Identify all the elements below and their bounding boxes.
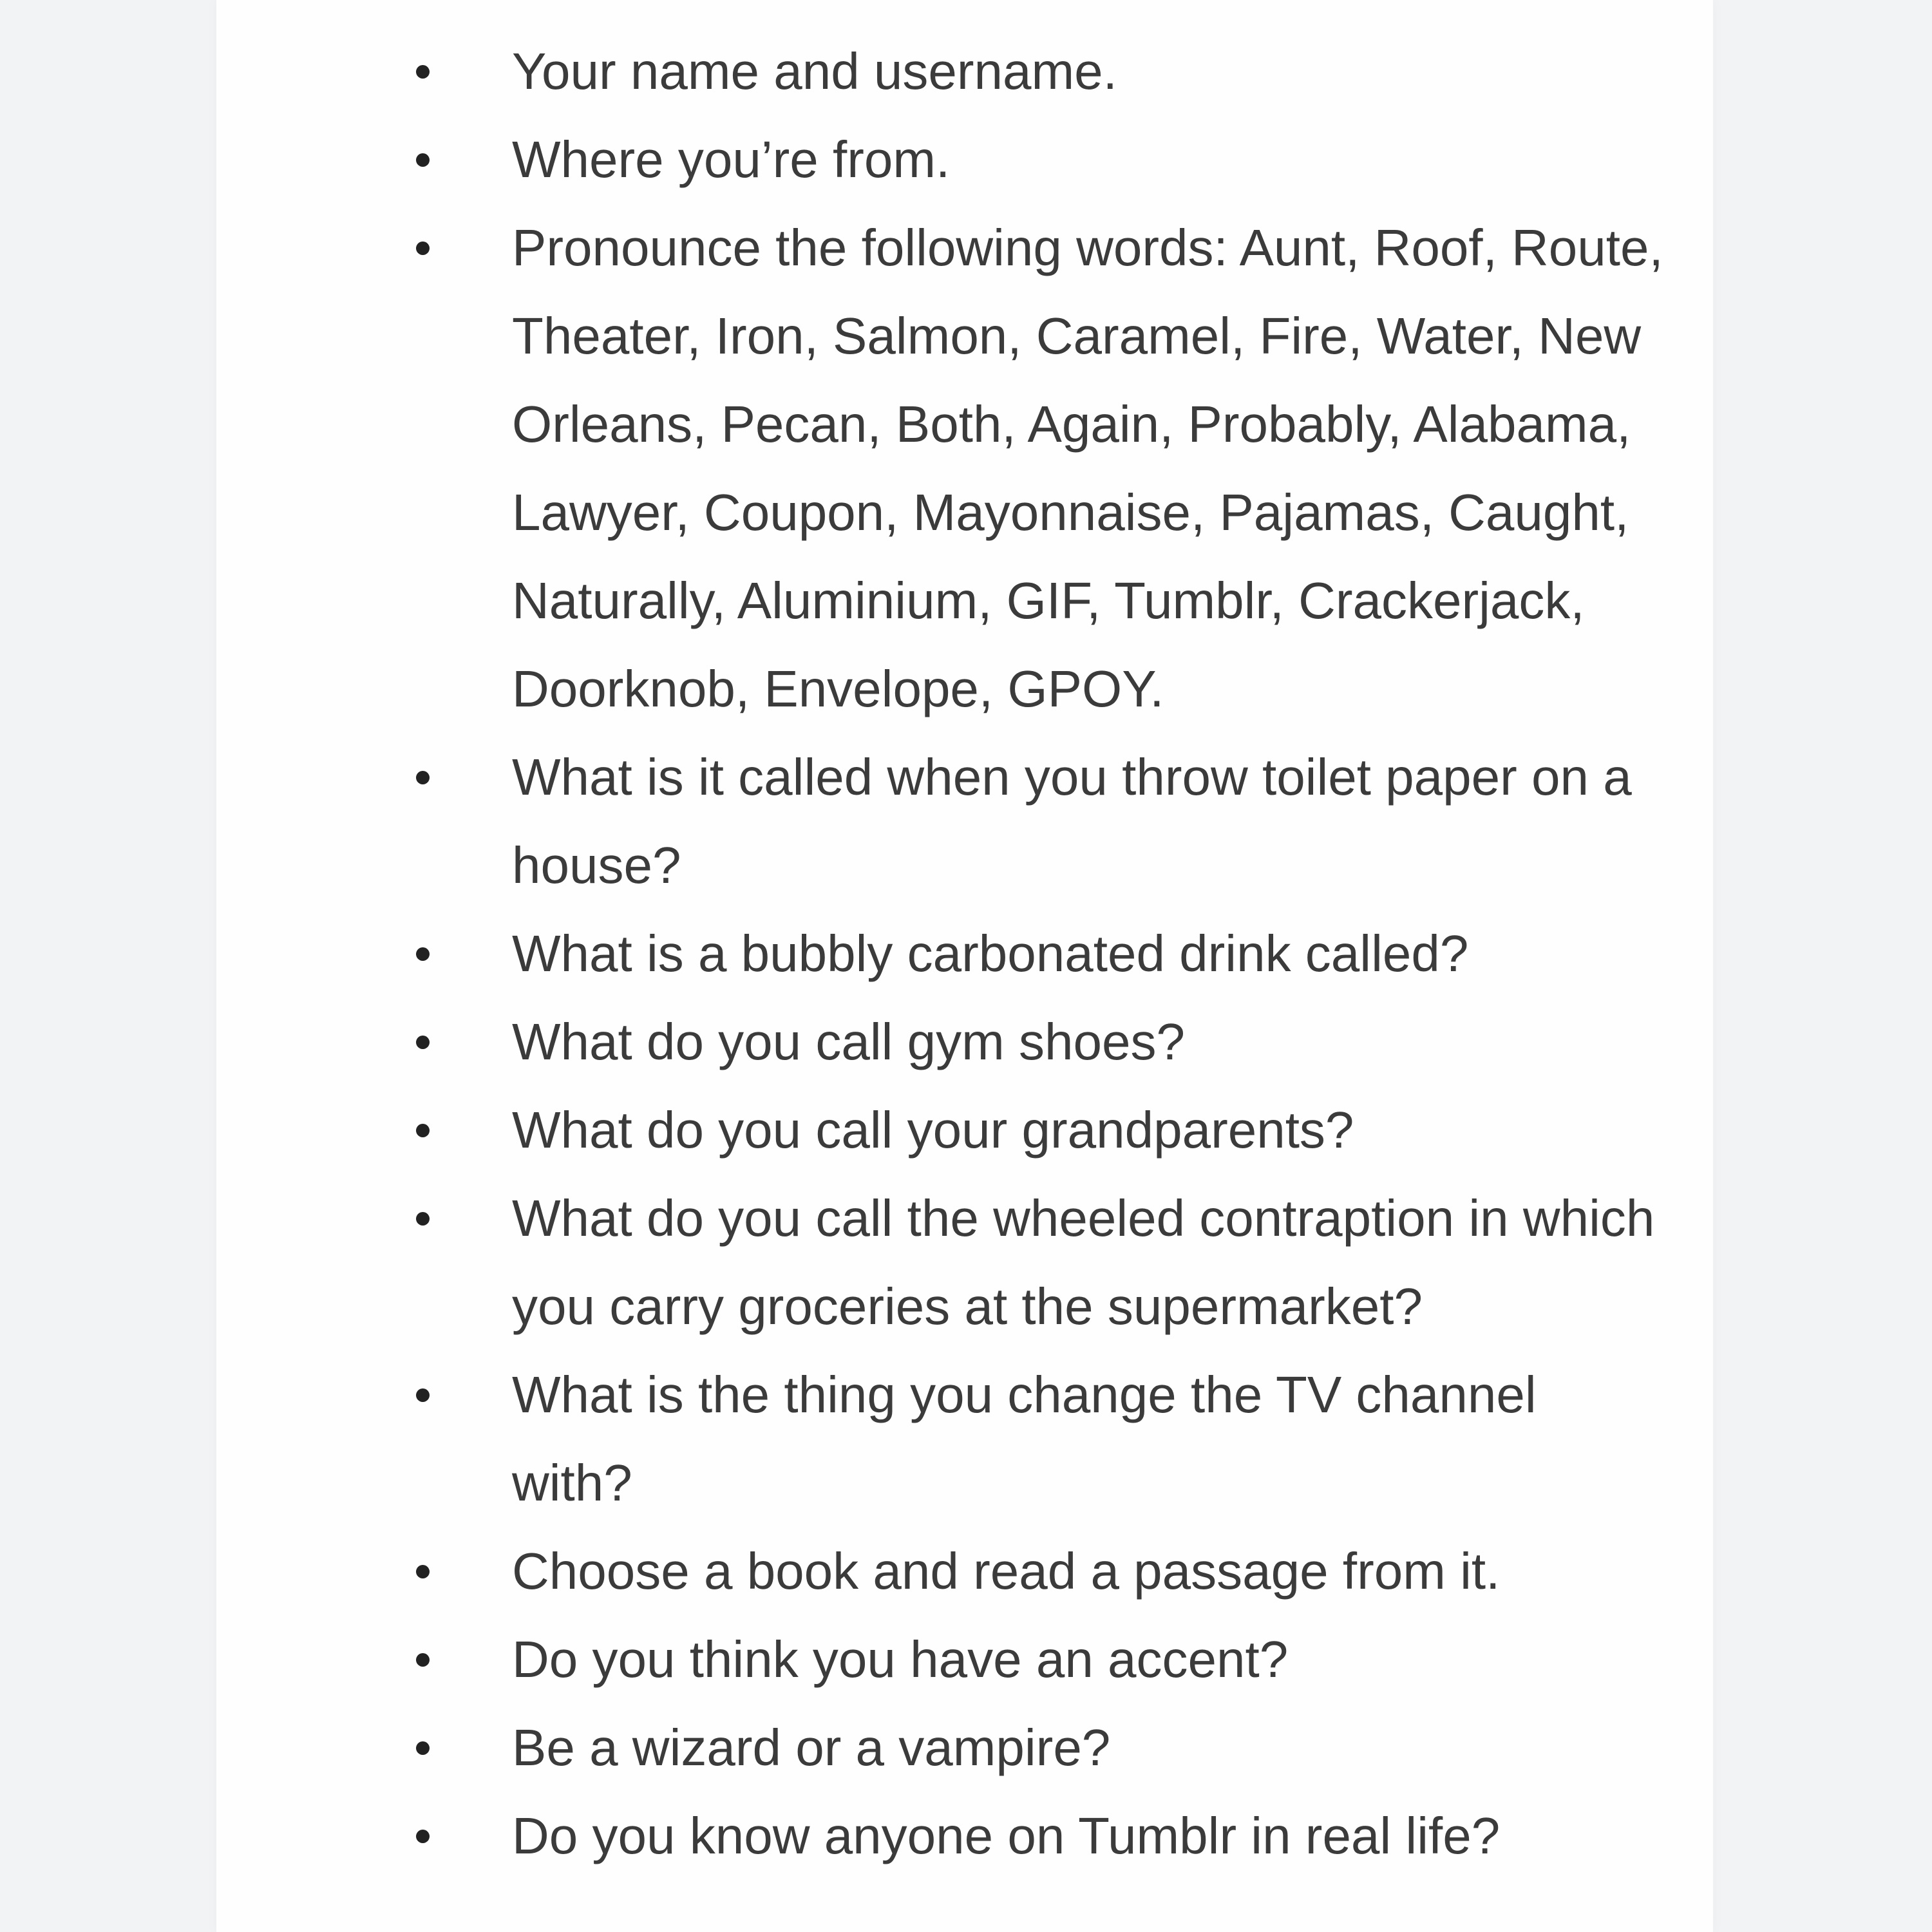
bullet-icon bbox=[416, 1565, 430, 1578]
list-item-text: Do you know anyone on Tumblr in real life? bbox=[512, 1807, 1501, 1864]
list-item bbox=[424, 27, 1667, 115]
bullet-icon bbox=[416, 242, 430, 255]
list-item-text: Be a wizard or a vampire? bbox=[512, 1719, 1111, 1776]
list-item bbox=[424, 1703, 1667, 1792]
list-item-text: Do you think you have an accent? bbox=[512, 1631, 1289, 1688]
list-item bbox=[424, 1527, 1667, 1615]
bullet-icon bbox=[416, 1653, 430, 1667]
list-item-text: What is it called when you throw toilet paper on a house? bbox=[512, 748, 1632, 894]
document-page bbox=[216, 0, 1713, 1932]
list-item bbox=[424, 1086, 1667, 1174]
list-item-text: Your name and username. bbox=[512, 43, 1117, 100]
bullet-icon bbox=[416, 1124, 430, 1137]
list-item bbox=[424, 1350, 1667, 1527]
bullet-icon bbox=[416, 1036, 430, 1049]
list-item-text: What do you call your grandparents? bbox=[512, 1101, 1354, 1159]
bullet-icon bbox=[416, 1212, 430, 1226]
list-item-text: What do you call the wheeled contraption in which you carry groceries at the supermarket? bbox=[512, 1189, 1655, 1335]
bullet-icon bbox=[416, 1741, 430, 1755]
list-item-text: What is the thing you change the TV channel with? bbox=[512, 1366, 1537, 1511]
bullet-icon bbox=[416, 65, 430, 79]
list-item bbox=[424, 1174, 1667, 1350]
bullet-icon bbox=[416, 1388, 430, 1402]
list-item bbox=[424, 115, 1667, 204]
list-item-text: Choose a book and read a passage from it. bbox=[512, 1542, 1501, 1600]
list-item-text: Pronounce the following words: Aunt, Roof, Route, Theater, Iron, Salmon, Caramel, Fire, Water, New Orleans, Pecan, Both, Again, Probably, Alabama, Lawyer, Coupon, Mayonnaise, Pajamas, Caught, Naturally, Aluminium, GIF, Tumblr, Crackerjack, Doorknob, Envelope, GPOY. bbox=[512, 219, 1663, 717]
list-item bbox=[424, 909, 1667, 998]
bullet-icon bbox=[416, 1830, 430, 1843]
list-item-text: Where you’re from. bbox=[512, 131, 951, 188]
list-item bbox=[424, 1792, 1667, 1880]
bullet-icon bbox=[416, 153, 430, 167]
list-item bbox=[424, 998, 1667, 1086]
list-item bbox=[424, 733, 1667, 909]
bullet-icon bbox=[416, 771, 430, 784]
question-list bbox=[424, 27, 1667, 1880]
list-item-text: What is a bubbly carbonated drink called? bbox=[512, 925, 1469, 982]
list-item bbox=[424, 1615, 1667, 1703]
list-item bbox=[424, 204, 1667, 733]
list-item-text: What do you call gym shoes? bbox=[512, 1013, 1185, 1070]
bullet-icon bbox=[416, 947, 430, 961]
